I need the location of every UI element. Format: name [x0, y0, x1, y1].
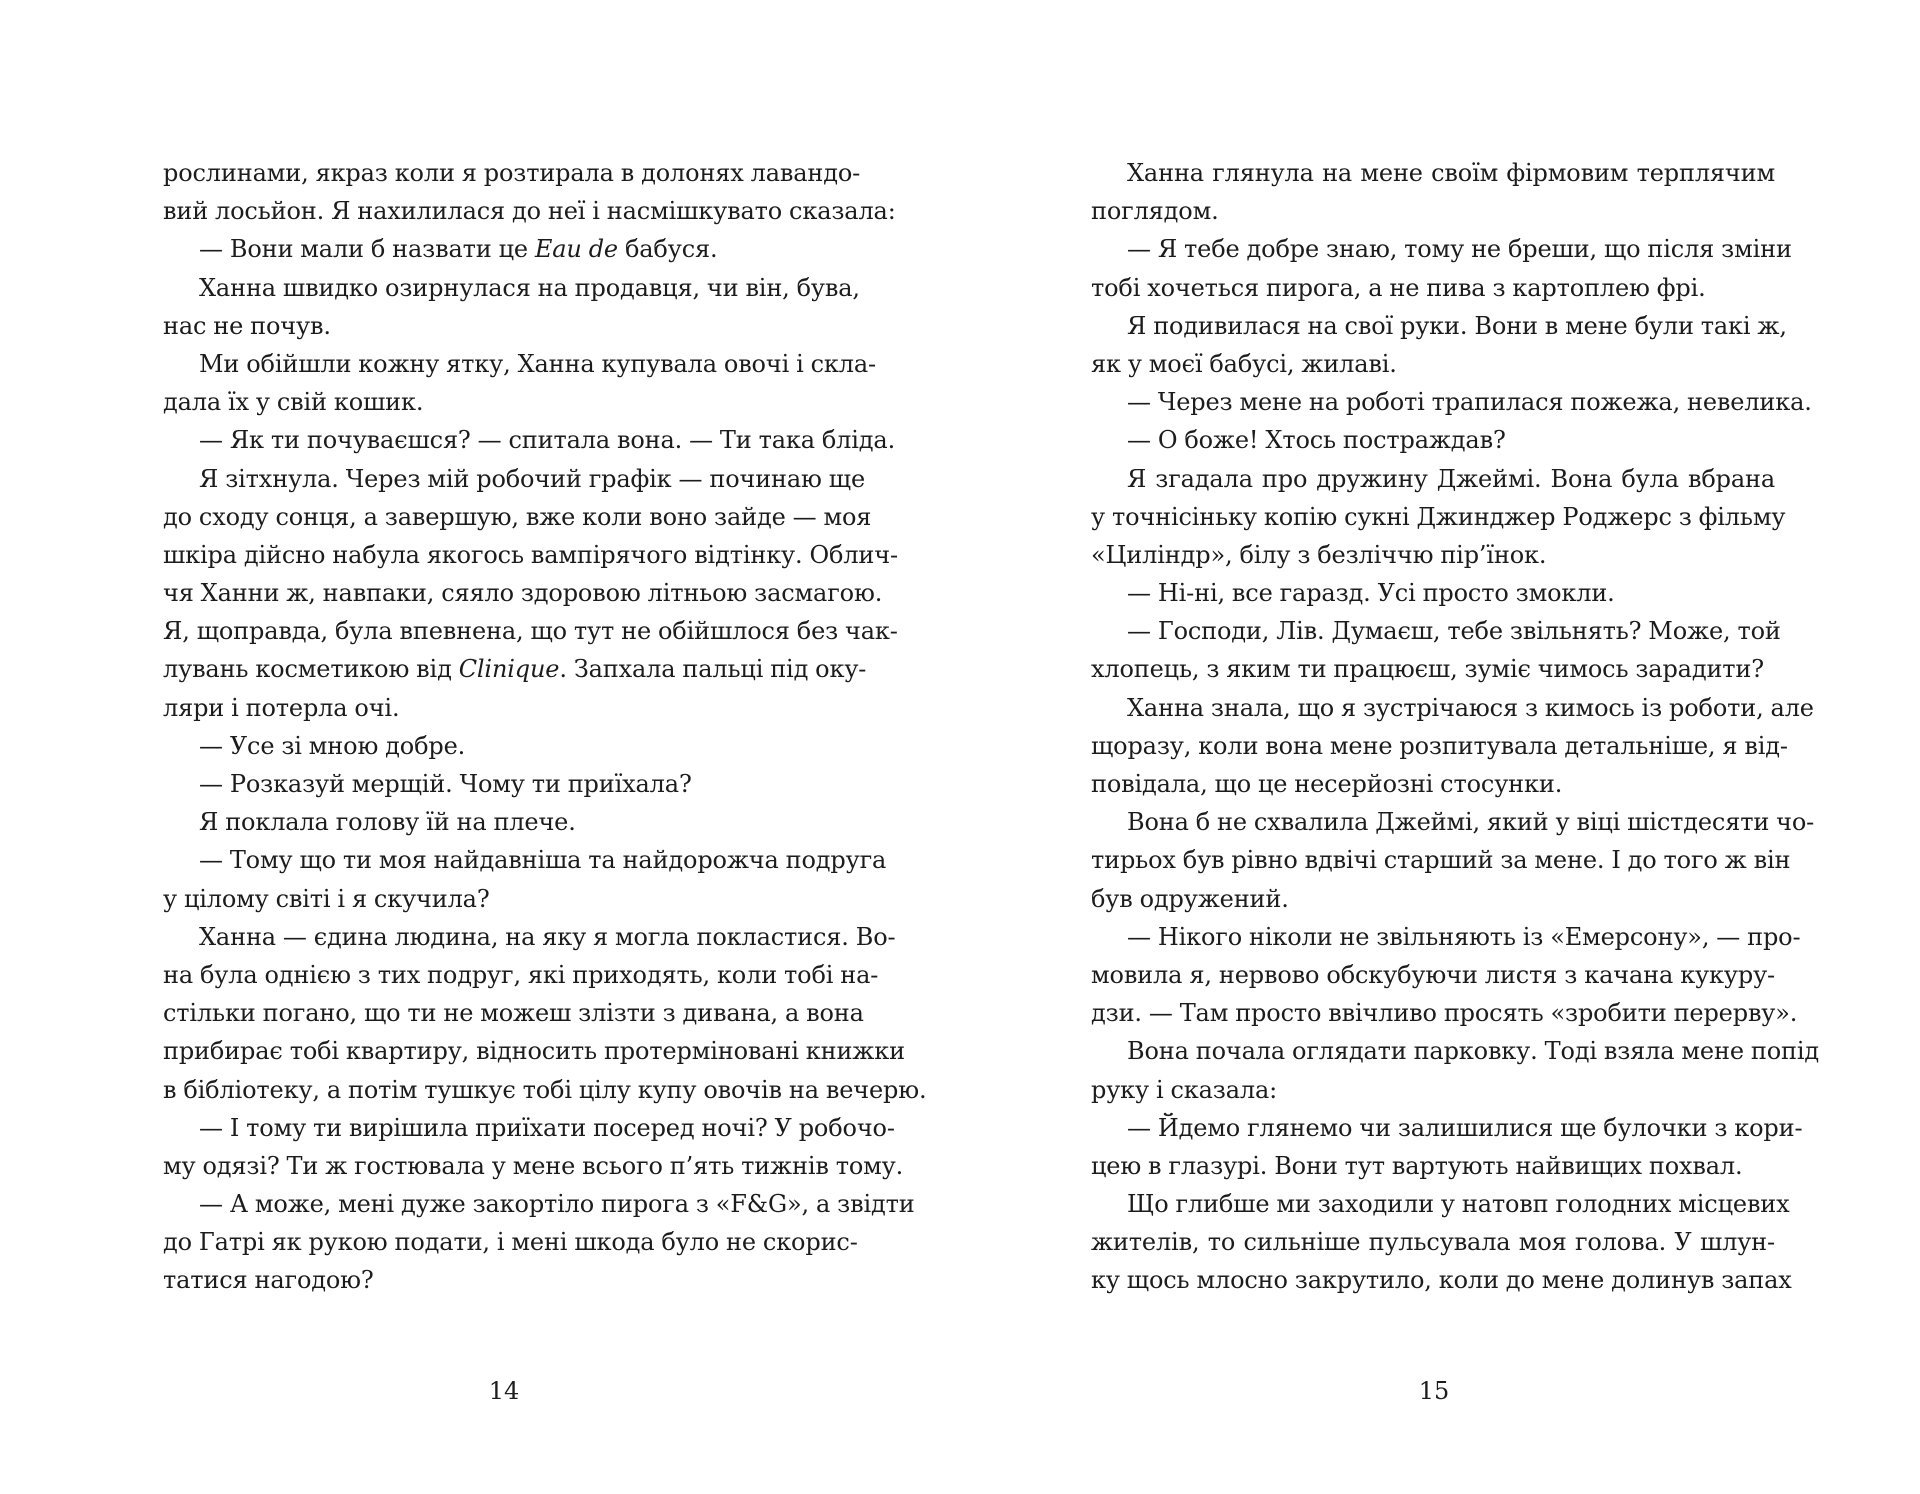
text-line: шкіра дійсно набула якогось вампірячого відтінку. Облич- [163, 540, 898, 569]
text-line: прибирає тобі квартиру, відносить протерміновані книжки [163, 1037, 905, 1066]
text-line: вий лосьйон. Я нахилилася до неї і насмішкувато сказала: [163, 197, 896, 226]
text-line: Ханна — єдина людина, на яку я могла покластися. Во- [199, 922, 896, 951]
text-line: чя Ханни ж, навпаки, сяяло здоровою літньою засмагою. [163, 579, 883, 608]
text-line: до сходу сонця, а завершую, вже коли воно зайде — моя [163, 502, 872, 531]
text-line: жителів, то сильніше пульсувала моя голова. У шлун- [1091, 1228, 1775, 1257]
text-line: мовила я, нервово обскубуючи листя з качана кукуру- [1091, 960, 1775, 989]
text-line: — А може, мені дуже закортіло пирога з «F&G», а звідти [199, 1190, 915, 1219]
text-line: був одружений. [1091, 884, 1289, 913]
text-line: поглядом. [1091, 197, 1219, 226]
text-line: — Розказуй мерщій. Чому ти приїхала? [199, 770, 692, 798]
text-line: Що глибше ми заходили у натовп голодних місцевих [1127, 1190, 1790, 1219]
text-line: руку і сказала: [1091, 1075, 1278, 1104]
text-line: Я, щоправда, була впевнена, що тут не обійшлося без чак- [163, 617, 898, 646]
text-line: нас не почув. [163, 311, 331, 340]
italic-span: Clinique [458, 655, 560, 684]
text-line: Я поклала голову їй на плече. [199, 808, 576, 837]
text-line: у цілому світі і я скучила? [163, 884, 490, 913]
text-line: в бібліотеку, а потім тушкує тобі цілу купу овочів на вечерю. [163, 1075, 927, 1104]
text-line: — Вони мали б назвати це Eau de бабуся. [199, 235, 718, 264]
text-line: рослинами, якраз коли я розтирала в долонях лавандо- [163, 159, 861, 187]
text-line: дзи. — Там просто ввічливо просять «зробити перерву». [1091, 999, 1798, 1028]
text-line: у точнісіньку копію сукні Джинджер Роджерс з фільму [1091, 502, 1786, 531]
text-line: — Тому що ти моя найдавніша та найдорожча подруга [199, 846, 887, 875]
text-line: Я зітхнула. Через мій робочий графік — починаю ще [199, 464, 865, 493]
text-line: тобі хочеться пирога, а не пива з картоплею фрі. [1091, 273, 1706, 302]
text-line: — Ні-ні, все гаразд. Усі просто змокли. [1127, 579, 1615, 608]
text-line: — Нікого ніколи не звільняють із «Емерсону», — про- [1127, 922, 1801, 951]
text-line: дала їх у свій кошик. [163, 388, 424, 417]
text-line: цею в глазурі. Вони тут вартують найвищих похвал. [1091, 1151, 1743, 1180]
text-line: Ханна знала, що я зустрічаюся з кимось із роботи, але [1127, 693, 1814, 722]
left-page-text [163, 154, 927, 1300]
page-number-left: 14 [488, 1377, 520, 1405]
text-line: — Йдемо глянемо чи залишилися ще булочки з кори- [1127, 1113, 1803, 1142]
text-line: Ханна глянула на мене своїм фірмовим терплячим [1127, 159, 1775, 187]
text-line: Я подивилася на свої руки. Вони в мене були такі ж, [1127, 311, 1787, 340]
text-line: Ханна швидко озирнулася на продавця, чи він, бува, [199, 273, 860, 302]
text-line: до Гатрі як рукою подати, і мені шкода було не скорис- [163, 1228, 858, 1257]
text-line: стільки погано, що ти не можеш злізти з дивана, а вона [163, 999, 864, 1028]
text-line: ку щось млосно закрутило, коли до мене долинув запах [1091, 1266, 1792, 1295]
text-line: хлопець, з яким ти працюєш, зуміє чимось зарадити? [1091, 655, 1764, 684]
text-line: тирьох був рівно вдвічі старший за мене. І до того ж він [1091, 846, 1791, 875]
text-line: — І тому ти вирішила приїхати посеред ночі? У робочо- [199, 1113, 895, 1142]
text-line: му одязі? Ти ж гостювала у мене всього п’ять тижнів тому. [163, 1151, 904, 1180]
text-line: — Як ти почуваєшся? — спитала вона. — Ти така бліда. [199, 426, 896, 455]
text-line: — Я тебе добре знаю, тому не бреши, що після зміни [1127, 235, 1792, 264]
text-line: лувань косметикою від Clinique. Запхала пальці під оку- [163, 655, 867, 684]
text-line: — Усе зі мною добре. [199, 731, 466, 760]
text-line: Вона почала оглядати парковку. Тоді взяла мене попід [1127, 1037, 1819, 1066]
text-line: — О боже! Хтось постраждав? [1127, 426, 1506, 455]
text-line: «Циліндр», білу з безліччю пір’їнок. [1091, 540, 1547, 569]
page-number-right: 15 [1418, 1377, 1450, 1405]
text-line: — Через мене на роботі трапилася пожежа, невелика. [1127, 388, 1812, 417]
text-line: щоразу, коли вона мене розпитувала детальніше, я від- [1091, 731, 1788, 760]
text-line: Вона б не схвалила Джеймі, який у віці шістдесяти чо- [1127, 808, 1815, 837]
right-page-text [1091, 154, 1819, 1300]
text-line: Я згадала про дружину Джеймі. Вона була вбрана [1127, 464, 1775, 493]
text-line: як у моєї бабусі, жилаві. [1091, 349, 1397, 378]
text-line: — Господи, Лів. Думаєш, тебе звільнять? Може, той [1127, 617, 1781, 646]
text-line: татися нагодою? [163, 1266, 374, 1295]
text-line: Ми обійшли кожну ятку, Ханна купувала овочі і скла- [199, 349, 876, 378]
italic-span: Eau de [534, 235, 618, 264]
text-line: ляри і потерла очі. [163, 693, 400, 722]
text-line: на була однією з тих подруг, які приходять, коли тобі на- [163, 960, 879, 989]
text-line: повідала, що це несерйозні стосунки. [1091, 770, 1563, 798]
